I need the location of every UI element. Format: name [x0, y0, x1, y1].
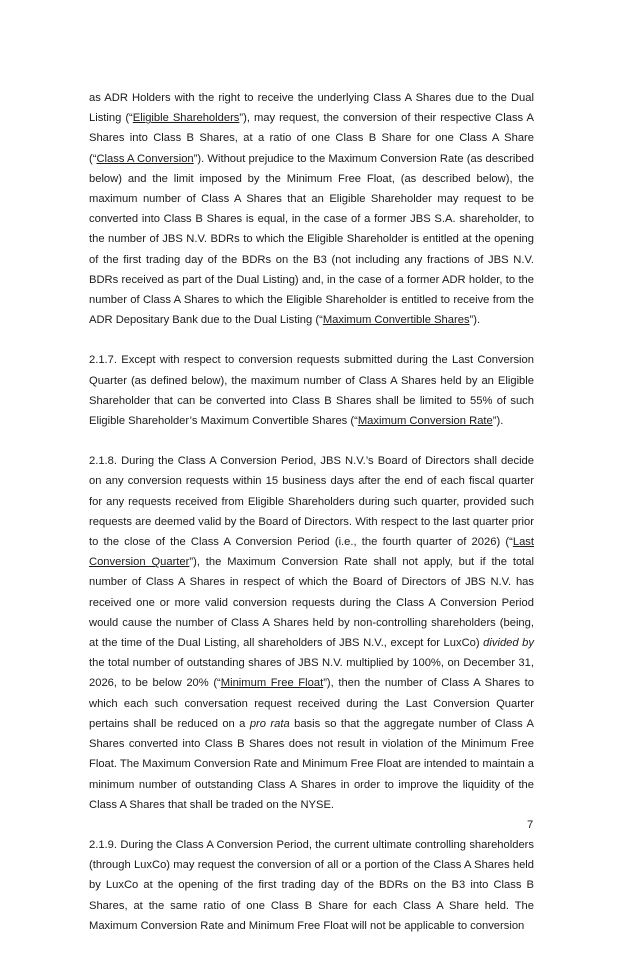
text-run: ”), the Maximum Conversion Rate shall not apply, but if the total number of Class A Shares in respect of which the Board of Directors of JBS N.V. has received one or more valid conversion requests during the Class A Conversion Period would cause the number of Class A Shares held by non-controlling shareholders (being, at the time of the Dual Listing, all shareholders of JBS N.V., except for LuxCo): [89, 556, 534, 650]
text-run: ”).: [469, 314, 481, 327]
paragraph-2-1-9: [89, 835, 534, 936]
text-run: the total number of outstanding shares of JBS N.V. multiplied by 100%, on December 31, 2026, to be below 20% (“: [89, 657, 534, 690]
defined-term-maximum-conversion-rate: Maximum Conversion Rate: [357, 415, 493, 428]
italic-divided-by: divided by: [483, 637, 534, 650]
text-run: 2.1.8. During the Class A Conversion Period, JBS N.V.’s Board of Directors shall decide on any conversion requests within 15 business days after the end of each fiscal quarter for any requests received from Eligible Shareholders during such quarter, provided such requests are deemed valid by the Board of Directors. With respect to the last quarter prior to the close of the Class A Conversion Period (i.e., the fourth quarter of 2026) (“: [89, 455, 534, 549]
defined-term-last-conversion-quarter: Last Conversion Quarter: [89, 536, 534, 569]
text-run: 2.1.7. Except with respect to conversion requests submitted during the Last Conversion Quarter (as defined below), the maximum number of Class A Shares held by an Eligible Shareholder that can be converted into Class B Shares shall be limited to 55% of such Eligible Shareholder’s Maximum Convertible Shares (“: [89, 354, 534, 428]
text-run: 2.1.9. During the Class A Conversion Period, the current ultimate controlling shareholders (through LuxCo) may request the conversion of all or a portion of the Class A Shares held by LuxCo at the opening of the first trading day of the BDRs on the B3 into Class B Shares, at the same ratio of one Class B Share for each Class A Share held. The Maximum Conversion Rate and Minimum Free Float will not be applicable to conversion: [89, 838, 534, 932]
defined-term-eligible-shareholders: Eligible Shareholders: [132, 112, 240, 125]
italic-pro-rata: pro rata: [249, 717, 290, 730]
paragraph-2-1-7: [89, 350, 534, 431]
paragraph-eligible-shareholders: [89, 88, 534, 330]
page-number: 7: [527, 819, 534, 831]
text-run: ”), may request, the conversion of their respective Class A Shares into Class B Shares, at a ratio of one Class B Share for one Class A Share (“: [89, 112, 534, 165]
text-run: ”).: [492, 415, 504, 428]
paragraph-2-1-8: [89, 451, 534, 815]
text-run: as ADR Holders with the right to receive the underlying Class A Shares due to the Dual Listing (“: [89, 92, 534, 125]
text-run: ”), then the number of Class A Shares to which each such conversation request received during the Last Conversion Quarter pertains shall be reduced on a: [89, 677, 534, 730]
body-text: [89, 88, 534, 956]
defined-term-maximum-convertible-shares: Maximum Convertible Shares: [322, 314, 470, 327]
defined-term-class-a-conversion: Class A Conversion: [96, 152, 194, 165]
defined-term-minimum-free-float: Minimum Free Float: [220, 677, 324, 690]
text-run: ”). Without prejudice to the Maximum Conversion Rate (as described below) and the limit imposed by the Minimum Free Float, (as described below), the maximum number of Class A Shares that an Eligible Shareholder may request to be converted into Class B Shares is equal, in the case of a former JBS S.A. shareholder, to the number of JBS N.V. BDRs to which the Eligible Shareholder is entitled at the opening of the first trading day of the BDRs on the B3 (not including any fractions of JBS N.V. BDRs received as part of the Dual Listing) and, in the case of a former ADR holder, to the number of Class A Shares to which the Eligible Shareholder is entitled to receive from the ADR Depositary Bank due to the Dual Listing (“: [89, 152, 534, 327]
text-run: basis so that the aggregate number of Class A Shares converted into Class B Shares does not result in violation of the Minimum Free Float. The Maximum Conversion Rate and Minimum Free Float are intended to maintain a minimum number of outstanding Class A Shares in order to improve the liquidity of the Class A Shares that shall be traded on the NYSE.: [89, 717, 535, 811]
